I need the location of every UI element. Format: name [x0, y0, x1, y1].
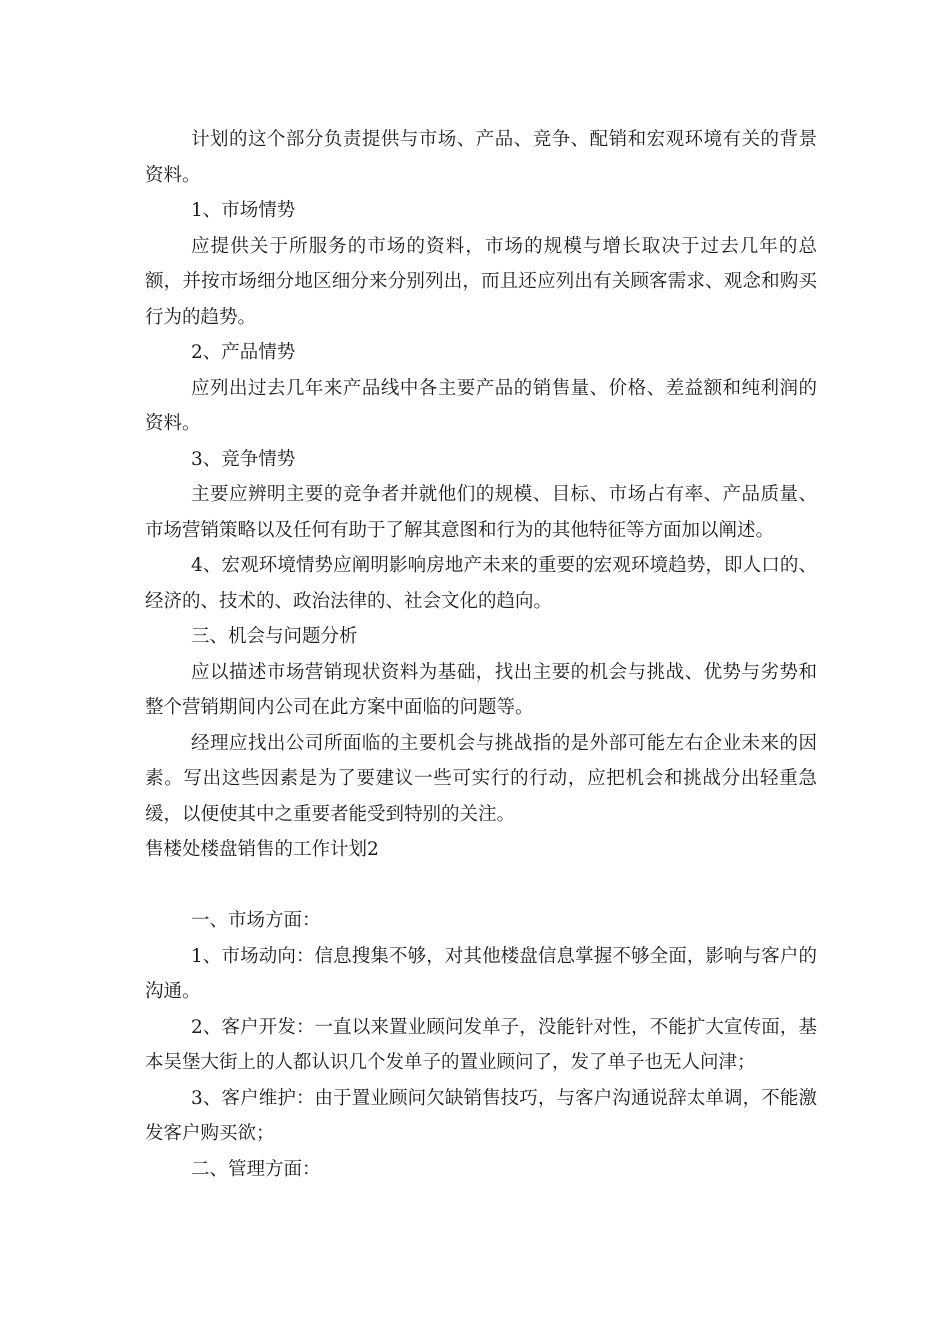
paragraph-product-situation: 应列出过去几年来产品线中各主要产品的销售量、价格、差益额和纯利润的资料。 — [145, 377, 817, 434]
paragraph-customer-maintenance: 3、客户维护：由于置业顾问欠缺销售技巧，与客户沟通说辞太单调，不能激发客户购买欲； — [145, 1087, 817, 1144]
section-title: 售楼处楼盘销售的工作计划2 — [145, 839, 379, 860]
subheading-market-aspect: 一、市场方面： — [191, 910, 321, 931]
paragraph-market-trend: 1、市场动向：信息搜集不够，对其他楼盘信息掌握不够全面，影响与客户的沟通。 — [145, 945, 817, 1002]
paragraph-opportunity-analysis: 应以描述市场营销现状资料为基础，找出主要的机会与挑战、优势与劣势和整个营销期间内公司在此方案中面临的问题等。 — [145, 661, 817, 718]
paragraph-market-situation: 应提供关于所服务的市场的资料，市场的规模与增长取决于过去几年的总额，并按市场细分地区细分来分别列出，而且还应列出有关顾客需求、观念和购买行为的趋势。 — [145, 235, 817, 328]
paragraph-macro-environment: 4、宏观环境情势应阐明影响房地产未来的重要的宏观环境趋势，即人口的、经济的、技术的、政治法律的、社会文化的趋向。 — [145, 555, 817, 612]
blank-line — [145, 868, 817, 904]
subheading-management-aspect: 二、管理方面： — [191, 1158, 321, 1180]
subheading-opportunity-analysis: 三、机会与问题分析 — [191, 626, 358, 647]
paragraph-intro: 计划的这个部分负责提供与市场、产品、竞争、配销和宏观环境有关的背景资料。 — [145, 129, 817, 186]
subheading-market-situation: 1、市场情势 — [191, 200, 296, 221]
paragraph-competition-situation: 主要应辨明主要的竞争者并就他们的规模、目标、市场占有率、产品质量、市场营销策略以及任何有助于了解其意图和行为的其他特征等方面加以阐述。 — [145, 484, 817, 541]
document-body — [145, 122, 817, 1187]
subheading-product-situation: 2、产品情势 — [191, 342, 296, 363]
paragraph-customer-development: 2、客户开发：一直以来置业顾问发单子，没能针对性，不能扩大宣传面，基本吴堡大街上的人都认识几个发单子的置业顾问了，发了单子也无人问津； — [145, 1016, 817, 1073]
subheading-competition-situation: 3、竞争情势 — [191, 448, 296, 470]
paragraph-manager-factors: 经理应找出公司所面临的主要机会与挑战指的是外部可能左右企业未来的因素。写出这些因素是为了要建议一些可实行的行动，应把机会和挑战分出轻重急缓，以便使其中之重要者能受到特别的关注。 — [145, 732, 817, 825]
